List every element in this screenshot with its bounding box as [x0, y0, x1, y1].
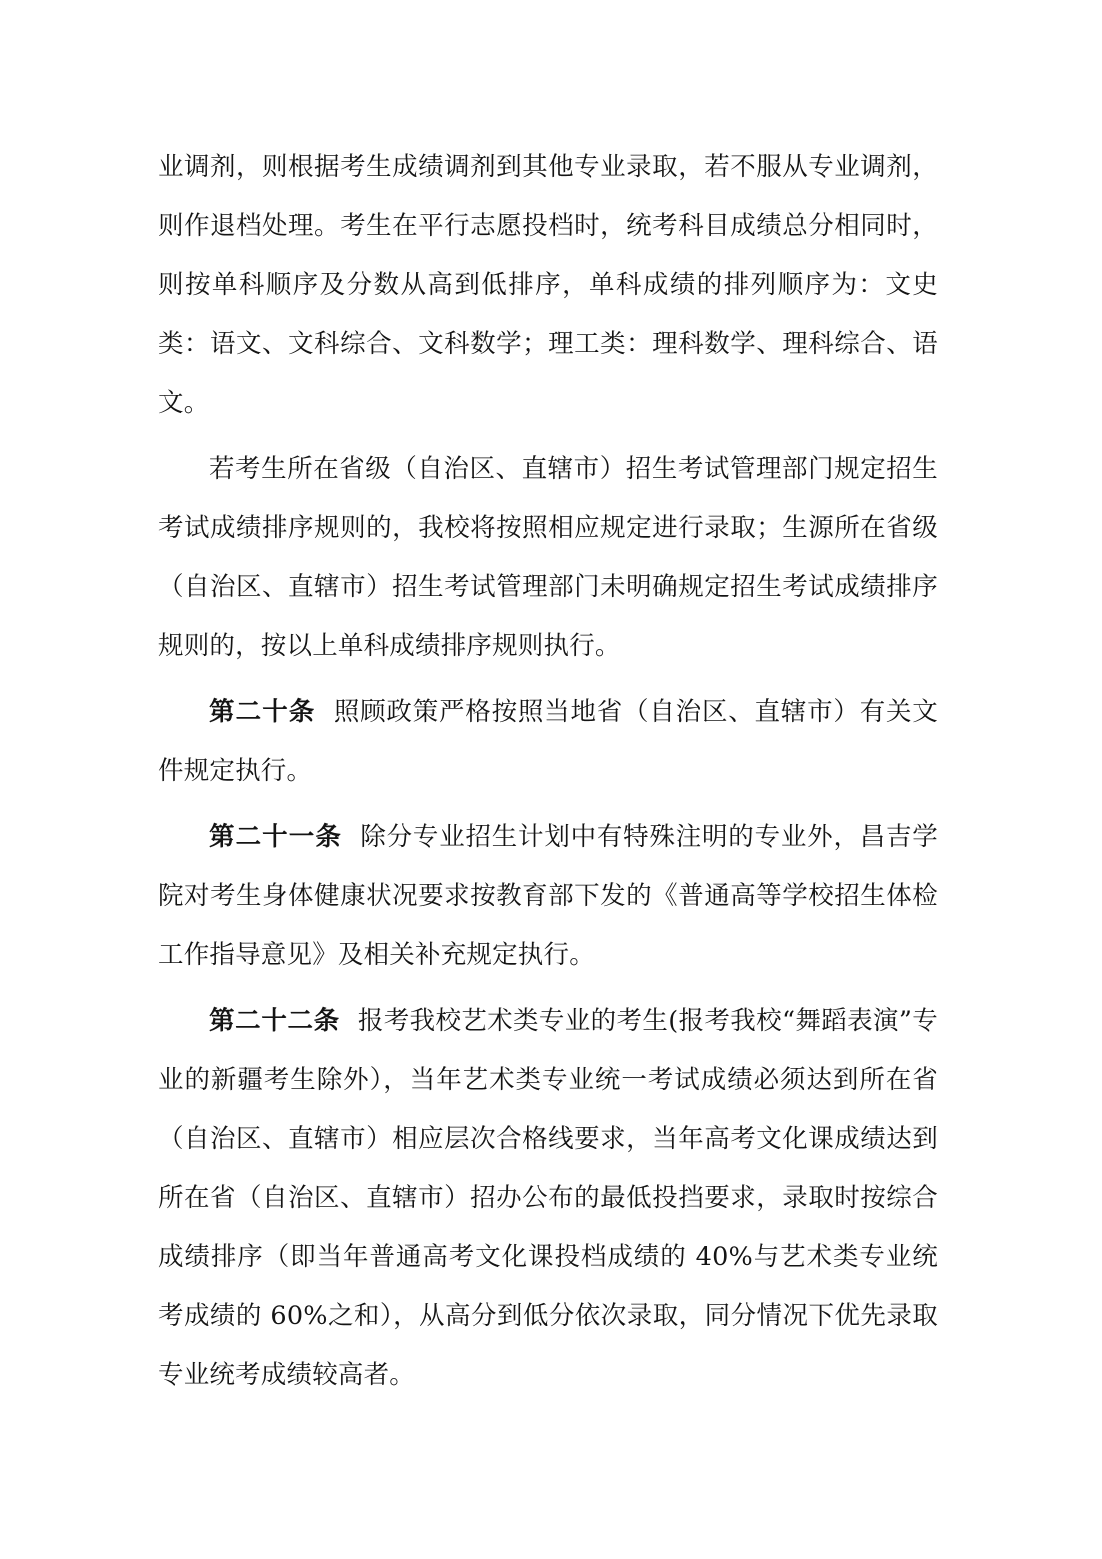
paragraph-text: 照顾政策严格按照当地省（自治区、直辖市）有关文件规定执行。: [158, 697, 938, 786]
document-body: [158, 138, 938, 1405]
paragraph-text: 报考我校艺术类专业的考生(报考我校“舞蹈表演”专业的新疆考生除外），当年艺术类专业统一考试成绩必须达到所在省（自治区、直辖市）相应层次合格线要求，当年高考文化课成绩达到所在省（自治区、直辖市）招办公布的最低投挡要求，录取时按综合成绩排序（即当年普通高考文化课投档成绩的 40%与艺术类专业统考成绩的 60%之和），从高分到低分依次录取，同分情况下优先录取专业统考成绩较高者。: [158, 1006, 938, 1390]
paragraph-text: 业调剂，则根据考生成绩调剂到其他专业录取，若不服从专业调剂，则作退档处理。考生在平行志愿投档时，统考科目成绩总分相同时，则按单科顺序及分数从高到低排序，单科成绩的排列顺序为：文史类：语文、文科综合、文科数学；理工类：理科数学、理科综合、语文。: [158, 152, 938, 418]
article-number: 第二十条: [209, 697, 316, 727]
article-number: 第二十二条: [209, 1006, 340, 1036]
paragraph-article-20: [158, 683, 938, 801]
paragraph-text: 除分专业招生计划中有特殊注明的专业外，昌吉学院对考生身体健康状况要求按教育部下发的《普通高等学校招生体检工作指导意见》及相关补充规定执行。: [158, 822, 938, 970]
paragraph-provincial-rule: [158, 440, 938, 676]
paragraph-adjustment: [158, 138, 938, 433]
paragraph-article-21: [158, 808, 938, 985]
article-number: 第二十一条: [209, 822, 342, 852]
paragraph-article-22: [158, 992, 938, 1405]
paragraph-text: 若考生所在省级（自治区、直辖市）招生考试管理部门规定招生考试成绩排序规则的，我校将按照相应规定进行录取；生源所在省级（自治区、直辖市）招生考试管理部门未明确规定招生考试成绩排序规则的，按以上单科成绩排序规则执行。: [158, 454, 938, 661]
